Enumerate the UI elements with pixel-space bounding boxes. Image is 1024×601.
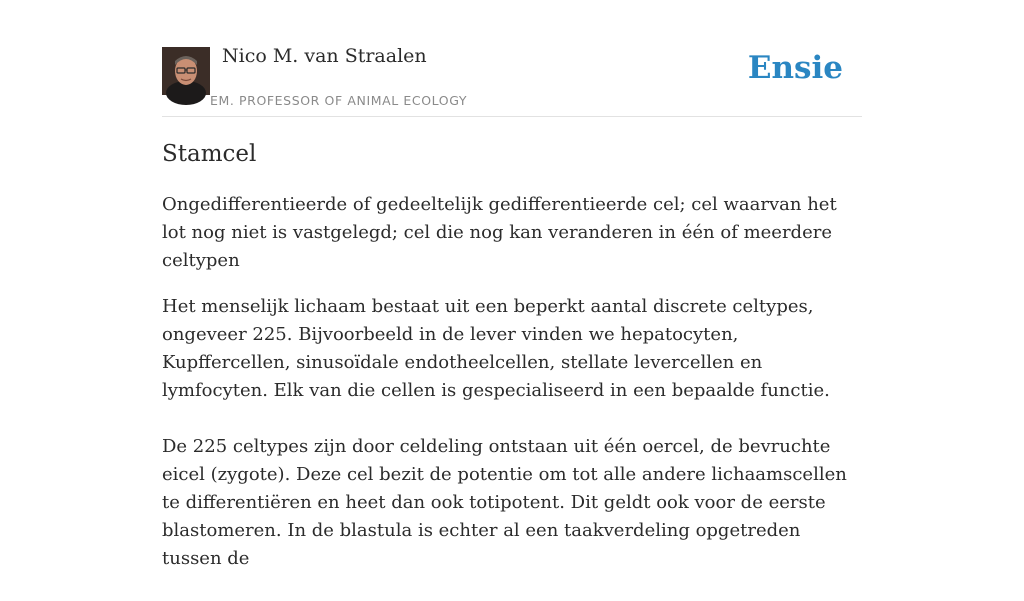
avatar-portrait-icon <box>162 47 210 95</box>
article-paragraph: Het menselijk lichaam bestaat uit een beperkt aantal discrete celtypes, ongeveer 225. Bijvoorbeeld in de lever vinden we hepatocyten, Kupffercellen, sinusoïdale endotheelcellen, stellate levercellen en lymfocyten. Elk van die cellen is gespecialiseerd in een bepaalde functie. <box>162 296 830 401</box>
author-avatar[interactable] <box>162 47 210 95</box>
author-header <box>162 0 862 117</box>
article-paragraph: De 225 celtypes zijn door celdeling ontstaan uit één oercel, de bevruchte eicel (zygote). Deze cel bezit de potentie om tot alle andere lichaamscellen te differentiëren en heet dan ook totipotent. Dit geldt ook voor de eerste blastomeren. In de blastula is echter al een taakverdeling opgetreden tussen de <box>162 436 847 569</box>
author-name[interactable]: Nico M. van Straalen <box>222 45 427 67</box>
article <box>162 137 862 601</box>
article-title: Stamcel <box>162 141 257 167</box>
author-role: EM. PROFESSOR OF ANIMAL ECOLOGY <box>210 93 468 108</box>
ensie-logo[interactable]: Ensie <box>747 50 843 86</box>
article-body <box>162 293 862 573</box>
article-definition: Ongedifferentieerde of gedeeltelijk gedifferentieerde cel; cel waarvan het lot nog niet is vastgelegd; cel die nog kan veranderen in één of meerdere celtypen <box>162 194 837 271</box>
